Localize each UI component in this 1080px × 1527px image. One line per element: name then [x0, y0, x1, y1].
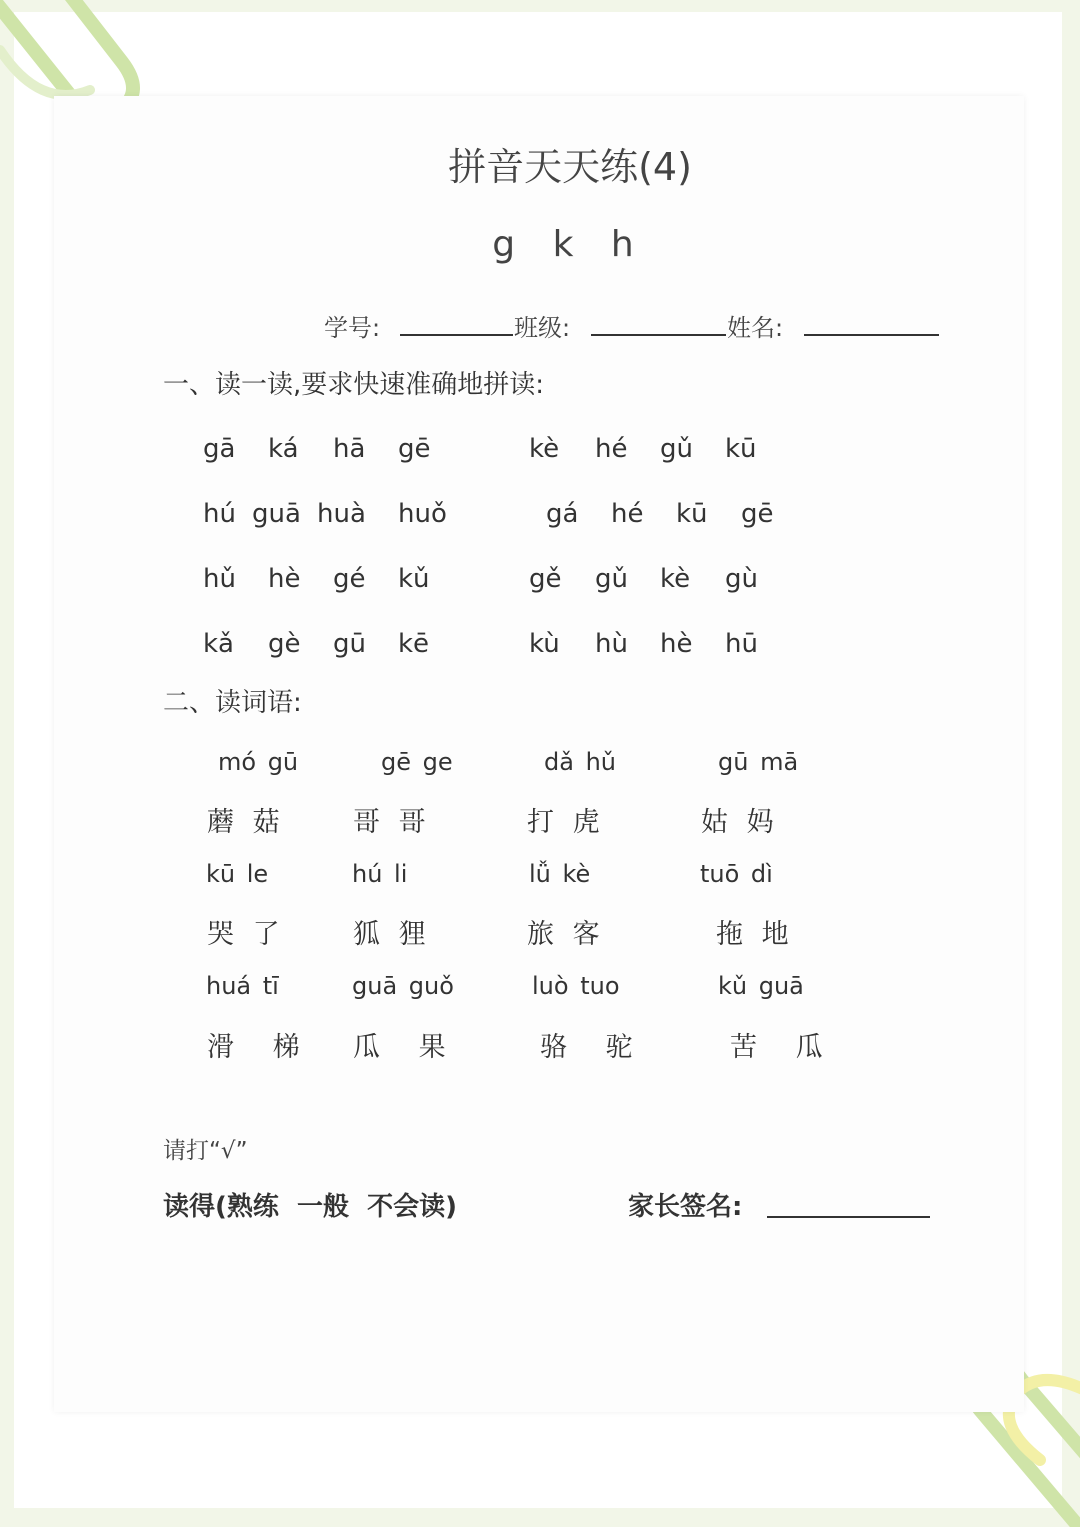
- syllable: hè: [660, 629, 693, 659]
- syllable: kǔ: [398, 564, 430, 594]
- syllable: guā: [252, 499, 301, 529]
- word-pinyin: gē ge: [381, 748, 453, 776]
- word-hanzi: 骆 驼: [540, 1032, 633, 1063]
- syllable: hū: [725, 629, 758, 659]
- syllable: hú: [203, 499, 236, 529]
- worksheet-title: 拼音天天练(4): [448, 145, 692, 189]
- syllable: kù: [529, 629, 560, 659]
- word-hanzi: 蘑 菇: [207, 807, 280, 838]
- word-hanzi: 拖 地: [716, 919, 789, 950]
- syllable: hā: [333, 434, 366, 464]
- syllable: gù: [725, 564, 758, 594]
- name-label: 姓名:: [727, 314, 784, 342]
- word-pinyin: luò tuo: [532, 972, 620, 1000]
- word-hanzi: 滑 梯: [207, 1032, 300, 1063]
- word-hanzi: 瓜 果: [353, 1032, 446, 1063]
- pinyin-letters: g k h: [492, 224, 636, 265]
- syllable: gǔ: [660, 434, 693, 464]
- syllable: gā: [203, 434, 236, 464]
- word-hanzi: 哭 了: [207, 919, 280, 950]
- word-pinyin: dǎ hǔ: [544, 748, 616, 776]
- syllable: kè: [660, 564, 691, 594]
- class-line[interactable]: [591, 334, 726, 336]
- reading-rating[interactable]: 读得(熟练 一般 不会读): [163, 1192, 457, 1222]
- word-pinyin: huá tī: [206, 972, 279, 1000]
- syllable: gū: [333, 629, 366, 659]
- syllable: gǔ: [595, 564, 628, 594]
- section2-heading: 二、读词语:: [163, 688, 302, 718]
- syllable: hǔ: [203, 564, 236, 594]
- word-pinyin: kǔ guā: [718, 972, 804, 1000]
- syllable: kū: [676, 499, 708, 529]
- syllable: huǒ: [398, 499, 447, 529]
- student-id-label: 学号:: [324, 314, 381, 342]
- syllable: kū: [725, 434, 757, 464]
- word-pinyin: lǚ kè: [529, 860, 591, 888]
- word-pinyin: tuō dì: [700, 860, 773, 888]
- word-pinyin: hú li: [352, 860, 408, 888]
- syllable: gé: [333, 564, 366, 594]
- word-hanzi: 哥 哥: [353, 807, 426, 838]
- parent-signature-line[interactable]: [767, 1216, 930, 1218]
- word-hanzi: 旅 客: [527, 919, 600, 950]
- syllable: gě: [529, 564, 562, 594]
- check-instruction: 请打“√”: [163, 1138, 248, 1164]
- section1-heading: 一、读一读,要求快速准确地拼读:: [163, 370, 545, 400]
- parent-signature-label: 家长签名:: [628, 1192, 743, 1222]
- syllable: hé: [595, 434, 628, 464]
- syllable: kē: [398, 629, 430, 659]
- word-hanzi: 姑 妈: [701, 807, 774, 838]
- syllable: gē: [398, 434, 431, 464]
- syllable: ká: [268, 434, 299, 464]
- student-id-line[interactable]: [400, 334, 513, 336]
- class-label: 班级:: [514, 314, 571, 342]
- word-pinyin: gū mā: [718, 748, 799, 776]
- word-pinyin: mó gū: [218, 748, 299, 776]
- syllable: kǎ: [203, 629, 234, 659]
- word-pinyin: kū le: [206, 860, 269, 888]
- syllable: hù: [595, 629, 628, 659]
- syllable: hé: [611, 499, 644, 529]
- syllable: gē: [741, 499, 774, 529]
- name-line[interactable]: [804, 334, 939, 336]
- word-hanzi: 苦 瓜: [730, 1032, 823, 1063]
- word-hanzi: 打 虎: [527, 807, 600, 838]
- word-pinyin: guā guǒ: [352, 972, 454, 1000]
- syllable: hè: [268, 564, 301, 594]
- word-hanzi: 狐 狸: [353, 919, 426, 950]
- syllable: huà: [317, 499, 366, 529]
- syllable: gè: [268, 629, 301, 659]
- syllable: kè: [529, 434, 560, 464]
- syllable: gá: [546, 499, 579, 529]
